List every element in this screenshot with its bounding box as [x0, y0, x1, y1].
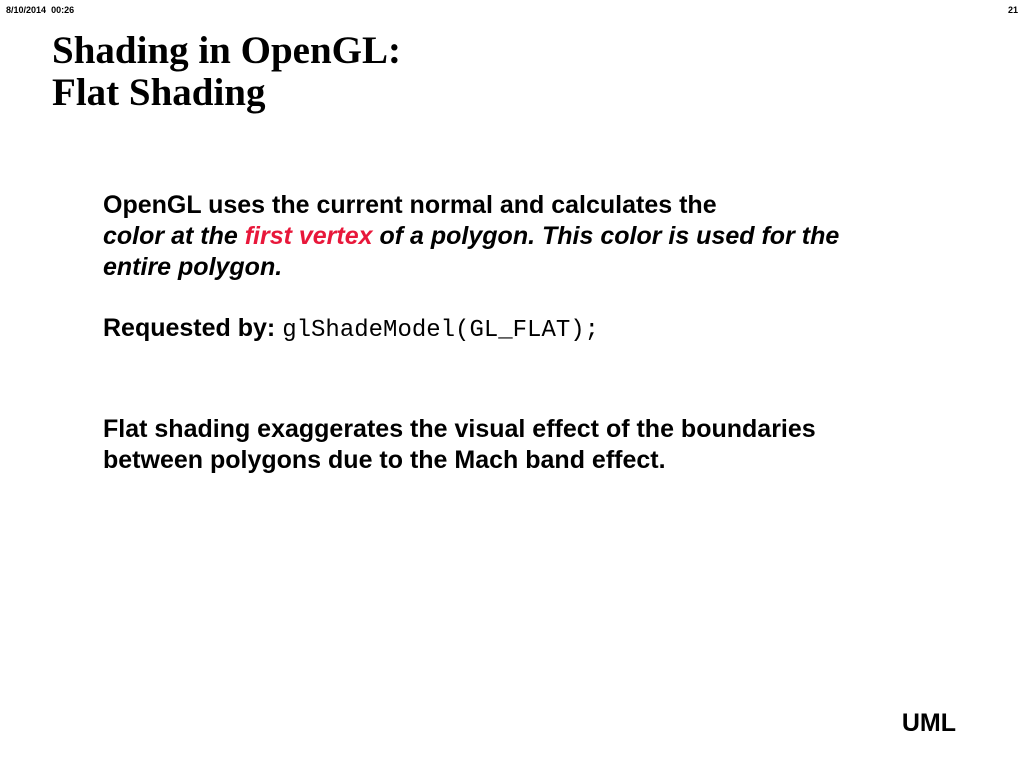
requested-by-line: [103, 313, 883, 346]
description-italic-suffix: of a polygon. This color is used for the entire polygon.: [103, 222, 840, 281]
mach-band-paragraph: Flat shading exaggerates the visual effect of the boundaries between polygons due to the Mach band effect.: [103, 415, 816, 474]
requested-by-label: Requested by:: [103, 314, 276, 342]
slide-page-number: 21: [1007, 5, 1018, 15]
slide-content: [103, 190, 883, 476]
slide-title: [52, 30, 401, 114]
slide-header-datetime: [6, 5, 74, 15]
description-line1: OpenGL uses the current normal and calculates the: [103, 191, 717, 219]
description-italic-prefix: color at the: [103, 222, 245, 250]
gl-shade-model-code: glShadeModel(GL_FLAT);: [282, 317, 600, 344]
slide-time: 00:26: [51, 5, 75, 15]
slide-title-line2: Flat Shading: [52, 71, 266, 114]
footer-logo-text: UML: [901, 709, 956, 737]
slide-date: 8/10/2014: [6, 5, 47, 15]
first-vertex-highlight: first vertex: [244, 222, 373, 250]
flat-shading-description: [103, 190, 883, 283]
slide-title-line1: Shading in OpenGL:: [52, 29, 401, 72]
